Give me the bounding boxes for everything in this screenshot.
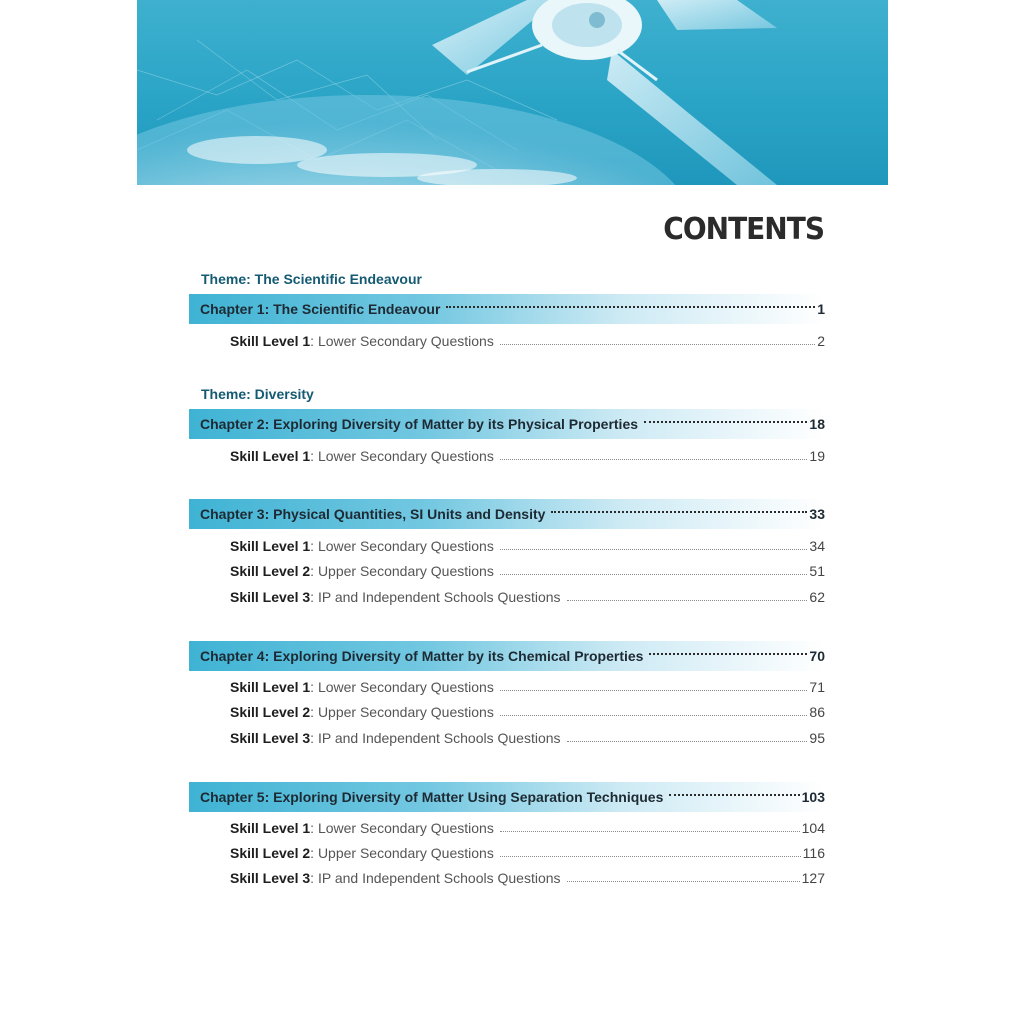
skill-page-number: 34 — [809, 538, 825, 554]
chapter-title: Chapter 1: The Scientific Endeavour — [200, 301, 441, 317]
dot-leader — [500, 548, 808, 550]
dot-leader — [500, 458, 808, 460]
chapter-row[interactable] — [189, 294, 825, 324]
chapter-row[interactable] — [189, 499, 825, 529]
chapter-row[interactable] — [189, 409, 825, 439]
skill-level-label: Skill Level 2 — [230, 845, 311, 861]
skill-level-description: : Lower Secondary Questions — [310, 448, 494, 464]
skill-level-label: Skill Level 3 — [230, 589, 311, 605]
skill-level-description: : Upper Secondary Questions — [310, 563, 494, 579]
skill-level-label: Skill Level 1 — [230, 448, 311, 464]
skill-page-number: 127 — [801, 870, 825, 886]
skill-row[interactable] — [230, 820, 825, 840]
dot-leader — [649, 652, 807, 655]
dot-leader — [644, 420, 807, 423]
skill-level-label: Skill Level 1 — [230, 538, 311, 554]
chapter-page-number: 70 — [809, 648, 825, 664]
skill-row[interactable] — [230, 333, 825, 353]
dot-leader — [567, 740, 808, 742]
skill-level-description: : Lower Secondary Questions — [310, 820, 494, 836]
theme-heading: Theme: The Scientific Endeavour — [201, 271, 422, 287]
chapter-page-number: 1 — [817, 301, 825, 317]
skill-level-description: : Lower Secondary Questions — [310, 679, 494, 695]
skill-page-number: 71 — [809, 679, 825, 695]
header-banner-image — [137, 0, 888, 185]
chapter-page-number: 18 — [809, 416, 825, 432]
chapter-title: Chapter 2: Exploring Diversity of Matter by its Physical Properties — [200, 416, 639, 432]
skill-page-number: 19 — [809, 448, 825, 464]
skill-level-label: Skill Level 2 — [230, 704, 311, 720]
skill-level-label: Skill Level 1 — [230, 820, 311, 836]
satellite-earth-illustration — [137, 0, 888, 185]
chapter-page-number: 33 — [809, 506, 825, 522]
skill-level-label: Skill Level 2 — [230, 563, 311, 579]
chapter-row[interactable] — [189, 782, 825, 812]
dot-leader — [567, 599, 808, 601]
skill-page-number: 62 — [809, 589, 825, 605]
skill-level-description: : IP and Independent Schools Questions — [310, 589, 561, 605]
skill-row[interactable] — [230, 448, 825, 468]
skill-level-description: : Upper Secondary Questions — [310, 704, 494, 720]
skill-level-description: : Lower Secondary Questions — [310, 538, 494, 554]
skill-level-description: : IP and Independent Schools Questions — [310, 870, 561, 886]
skill-row[interactable] — [230, 538, 825, 558]
skill-row[interactable] — [230, 730, 825, 750]
skill-row[interactable] — [230, 845, 825, 865]
chapter-row[interactable] — [189, 641, 825, 671]
dot-leader — [500, 343, 815, 345]
dot-leader — [551, 510, 807, 513]
dot-leader — [446, 305, 815, 308]
chapter-title: Chapter 4: Exploring Diversity of Matter by its Chemical Properties — [200, 648, 644, 664]
skill-level-description: : IP and Independent Schools Questions — [310, 730, 561, 746]
skill-row[interactable] — [230, 704, 825, 724]
dot-leader — [500, 573, 808, 575]
skill-level-label: Skill Level 3 — [230, 730, 311, 746]
skill-row[interactable] — [230, 679, 825, 699]
chapter-title: Chapter 5: Exploring Diversity of Matter Using Separation Techniques — [200, 789, 664, 805]
dot-leader — [500, 714, 808, 716]
skill-page-number: 116 — [802, 845, 825, 861]
theme-heading: Theme: Diversity — [201, 386, 314, 402]
skill-level-description: : Upper Secondary Questions — [310, 845, 494, 861]
skill-page-number: 2 — [817, 333, 825, 349]
skill-level-label: Skill Level 1 — [230, 679, 311, 695]
dot-leader — [500, 830, 800, 832]
skill-page-number: 86 — [809, 704, 825, 720]
skill-row[interactable] — [230, 563, 825, 583]
skill-row[interactable] — [230, 589, 825, 609]
dot-leader — [500, 855, 801, 857]
skill-level-label: Skill Level 3 — [230, 870, 311, 886]
skill-level-description: : Lower Secondary Questions — [310, 333, 494, 349]
skill-row[interactable] — [230, 870, 825, 890]
page-title: CONTENTS — [663, 210, 824, 247]
dot-leader — [567, 880, 800, 882]
skill-page-number: 95 — [809, 730, 825, 746]
dot-leader — [669, 793, 799, 796]
skill-page-number: 51 — [809, 563, 825, 579]
chapter-title: Chapter 3: Physical Quantities, SI Units and Density — [200, 506, 546, 522]
dot-leader — [500, 689, 808, 691]
skill-page-number: 104 — [801, 820, 825, 836]
chapter-page-number: 103 — [801, 789, 825, 805]
skill-level-label: Skill Level 1 — [230, 333, 311, 349]
